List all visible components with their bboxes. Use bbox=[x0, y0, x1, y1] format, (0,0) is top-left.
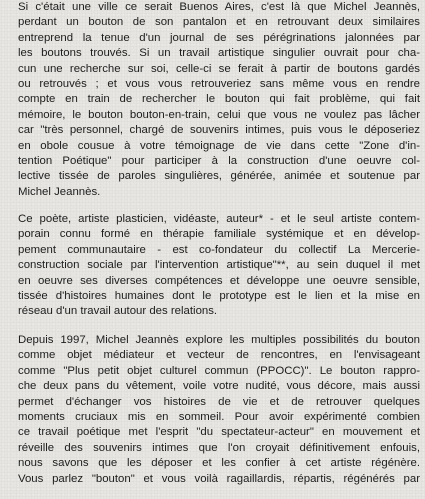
text-line: comme objet médiateur et vecteur de rencontres, en l'envisageant bbox=[18, 349, 420, 362]
text-line: nous savons que les déposer et les confier à cet artiste régénère. bbox=[18, 457, 420, 470]
paragraph-depuis-1997 bbox=[18, 333, 420, 487]
text-line: compte en train de rechercher le bouton qui fait problème, qui fait bbox=[18, 93, 420, 106]
text-line: en obole cousue à votre témoignage de vie dans cette "Zone d'in- bbox=[18, 139, 420, 152]
text-line: ce travail poétique met l'esprit "du spectateur-acteur" en mouvement et bbox=[18, 426, 420, 439]
text-line: tention Poétique" pour participer à la construction d'une oeuvre col- bbox=[18, 155, 420, 168]
text-line: moments cruciaux mis en sommeil. Pour avoir expérimenté combien bbox=[18, 411, 420, 424]
text-line: lective tissée de paroles singulières, générée, animée et soutenue par bbox=[18, 170, 420, 183]
paragraph-buenos-aires bbox=[18, 0, 420, 200]
text-line: entreprend la tenue d'un journal de ses pérégrinations jalonnées par bbox=[18, 31, 420, 44]
text-line: permet d'échanger vos histoires de vie et de retrouver quelques bbox=[18, 395, 420, 408]
text-line: mémoire, le bouton bouton-en-train, celui que vous ne voulez pas lâcher bbox=[18, 108, 420, 121]
text-line: pement communautaire - est co-fondateur du collectif La Mercerie- bbox=[18, 243, 420, 256]
text-line: en oeuvre ses diverses compétences et développe une oeuvre sensible, bbox=[18, 274, 420, 287]
text-line: tissée d'histoires humaines dont le prototype est le lien et la mise en bbox=[18, 290, 420, 303]
text-line: car "très personnel, chargé de souvenirs intimes, puis vous le déposeriez bbox=[18, 124, 420, 137]
text-line: ou retrouvés ; et vous vous retrouveriez sans même vous en rendre bbox=[18, 78, 420, 91]
text-line: porain connu formé en thérapie familiale systémique et en dévelop- bbox=[18, 228, 420, 241]
text-line: che deux pans du vêtement, voile votre nudité, vous décore, mais aussi bbox=[18, 380, 420, 393]
text-line: cun une recherche sur soi, celle-ci se ferait à partir de boutons gardés bbox=[18, 62, 420, 75]
text-line: perdant un bouton de son pantalon et en retrouvant deux similaires bbox=[18, 16, 420, 29]
text-line: les boutons trouvés. Si un travail artistique singulier ouvrait pour cha- bbox=[18, 47, 420, 60]
text-line: Si c'était une ville ce serait Buenos Aires, c'est là que Michel Jeannès, bbox=[18, 1, 420, 13]
text-line: réseau d'un travail autour des relations. bbox=[18, 305, 218, 318]
text-line: construction sociale par l'intervention artistique"**, au sein duquel il met bbox=[18, 259, 420, 272]
text-line: comme "Plus petit objet culturel commun (PPOCC)". Le bouton rappro- bbox=[18, 364, 420, 377]
text-line: Depuis 1997, Michel Jeannès explore les multiples possibilités du bouton bbox=[18, 334, 420, 346]
text-line: Vous parlez "bouton" et vous voilà ragaillardis, répartis, régénérés par bbox=[18, 472, 420, 485]
text-line: Ce poète, artiste plasticien, vidéaste, auteur* - et le seul artiste contem- bbox=[18, 213, 420, 225]
paragraph-poete-artiste bbox=[18, 212, 420, 320]
text-line: réveille des souvenirs intimes que l'on croyait définitivement enfouis, bbox=[18, 441, 420, 454]
text-line: Michel Jeannès. bbox=[18, 185, 101, 198]
